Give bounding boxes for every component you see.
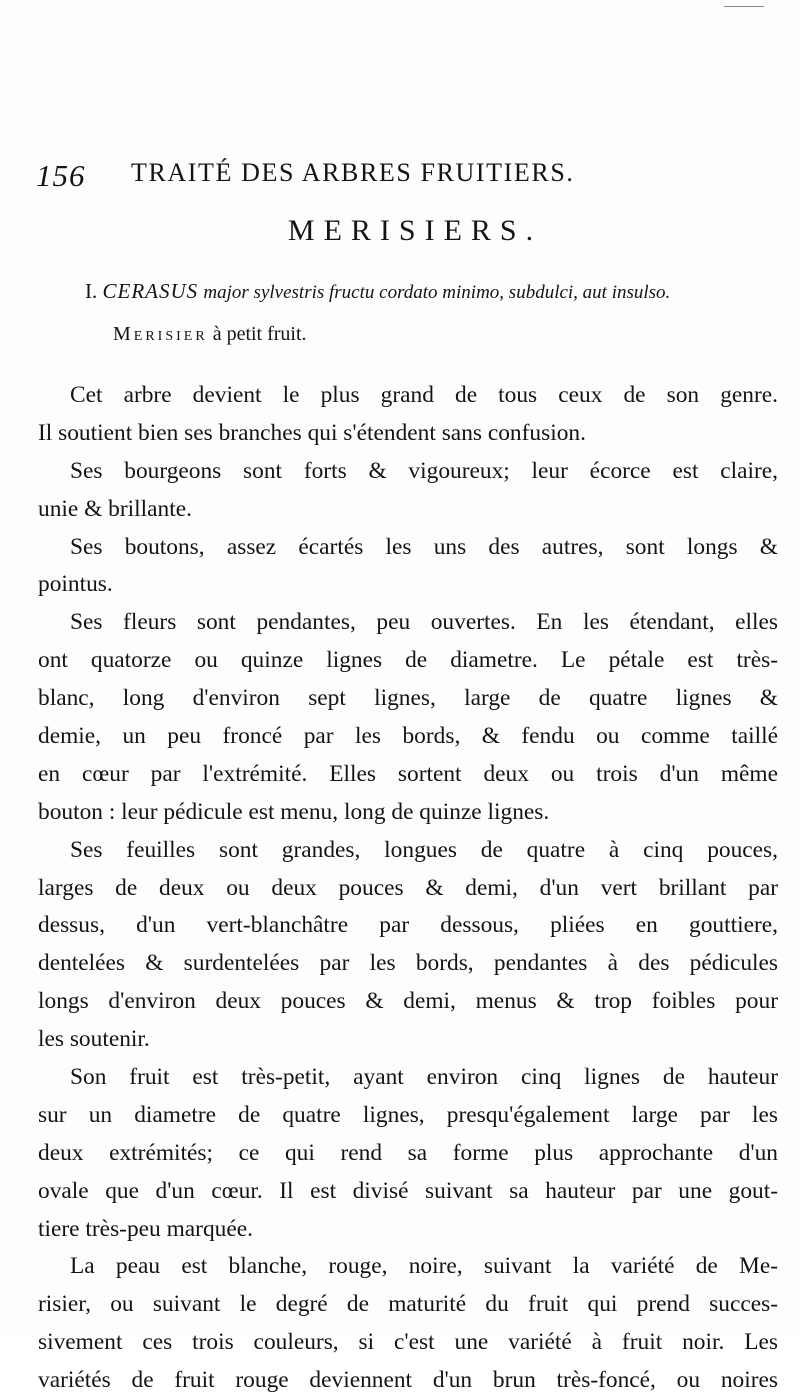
paragraph (38, 377, 778, 453)
text-line: risier, ou suivant le degré de maturité du fruit qui prend succes- (38, 1291, 778, 1318)
running-head (36, 158, 756, 198)
text-line: unie & brillante. (38, 495, 192, 522)
text-line: ovale que d'un cœur. Il est divisé suivant sa hauteur par une gout- (38, 1177, 778, 1204)
paragraph (38, 453, 778, 529)
entry-description: major sylvestris fructu cordato minimo, subdulci, aut insulso. (203, 282, 671, 303)
text-line: La peau est blanche, rouge, noire, suivant la variété de Me- (70, 1253, 778, 1280)
body-text (38, 377, 778, 1400)
text-line: dessus, d'un vert-blanchâtre par dessous, pliées en gouttiere, (38, 912, 778, 939)
text-line: Son fruit est très-petit, ayant environ cinq lignes de hauteur (70, 1064, 778, 1091)
text-line: blanc, long d'environ sept lignes, large de quatre lignes & (38, 685, 778, 712)
text-line: bouton : leur pédicule est menu, long de quinze lignes. (38, 798, 550, 825)
text-line: Ses feuilles sont grandes, longues de quatre à cinq pouces, (70, 836, 778, 863)
section-title: MERISIERS. (287, 214, 543, 247)
text-line: demie, un peu froncé par les bords, & fendu ou comme taillé (38, 723, 778, 750)
text-line: ont quatorze ou quinze lignes de diametre. Le pétale est très- (38, 647, 778, 674)
paragraph (38, 1248, 778, 1400)
common-name-caps: Merisier (113, 323, 208, 345)
text-line: pointus. (38, 571, 113, 598)
paragraph (38, 1059, 778, 1248)
text-line: tiere très-peu marquée. (38, 1215, 253, 1242)
entry-number: I. (85, 279, 98, 303)
text-line: larges de deux ou deux pouces & demi, d'un vert brillant par (38, 874, 778, 901)
paragraph (38, 529, 778, 605)
text-line: variétés de fruit rouge deviennent d'un brun très-foncé, ou noires (38, 1367, 778, 1394)
text-line: les soutenir. (38, 1026, 150, 1053)
common-name (113, 323, 307, 346)
text-line: longs d'environ deux pouces & demi, menus & trop foibles pour (38, 988, 778, 1015)
corner-rule (724, 6, 764, 7)
text-line: Cet arbre devient le plus grand de tous ceux de son genre. (70, 382, 778, 408)
text-line: sur un diametre de quatre lignes, presqu'également large par les (38, 1101, 778, 1128)
latin-entry (85, 279, 795, 304)
text-line: Ses fleurs sont pendantes, peu ouvertes. En les étendant, elles (70, 609, 778, 636)
paragraph (38, 832, 778, 1059)
text-line: en cœur par l'extrémité. Elles sortent deux ou trois d'un même (38, 760, 778, 787)
entry-genus: CERASUS (102, 279, 199, 303)
text-line: deux extrémités; ce qui rend sa forme plus approchante d'un (38, 1139, 778, 1166)
text-line: sivement ces trois couleurs, si c'est une variété à fruit noir. Les (38, 1329, 778, 1356)
common-name-rest: à petit fruit. (212, 323, 307, 345)
running-title: TRAITÉ DES ARBRES FRUITIERS. (131, 158, 575, 187)
text-line: Ses bourgeons sont forts & vigoureux; leur écorce est claire, (70, 457, 778, 484)
paragraph (38, 604, 778, 831)
page-number: 156 (36, 158, 86, 193)
text-line: Il soutient bien ses branches qui s'étendent sans confusion. (38, 419, 586, 446)
text-line: dentelées & surdentelées par les bords, pendantes à des pédicules (38, 950, 778, 977)
text-line: Ses boutons, assez écartés les uns des autres, sont longs & (70, 533, 778, 560)
